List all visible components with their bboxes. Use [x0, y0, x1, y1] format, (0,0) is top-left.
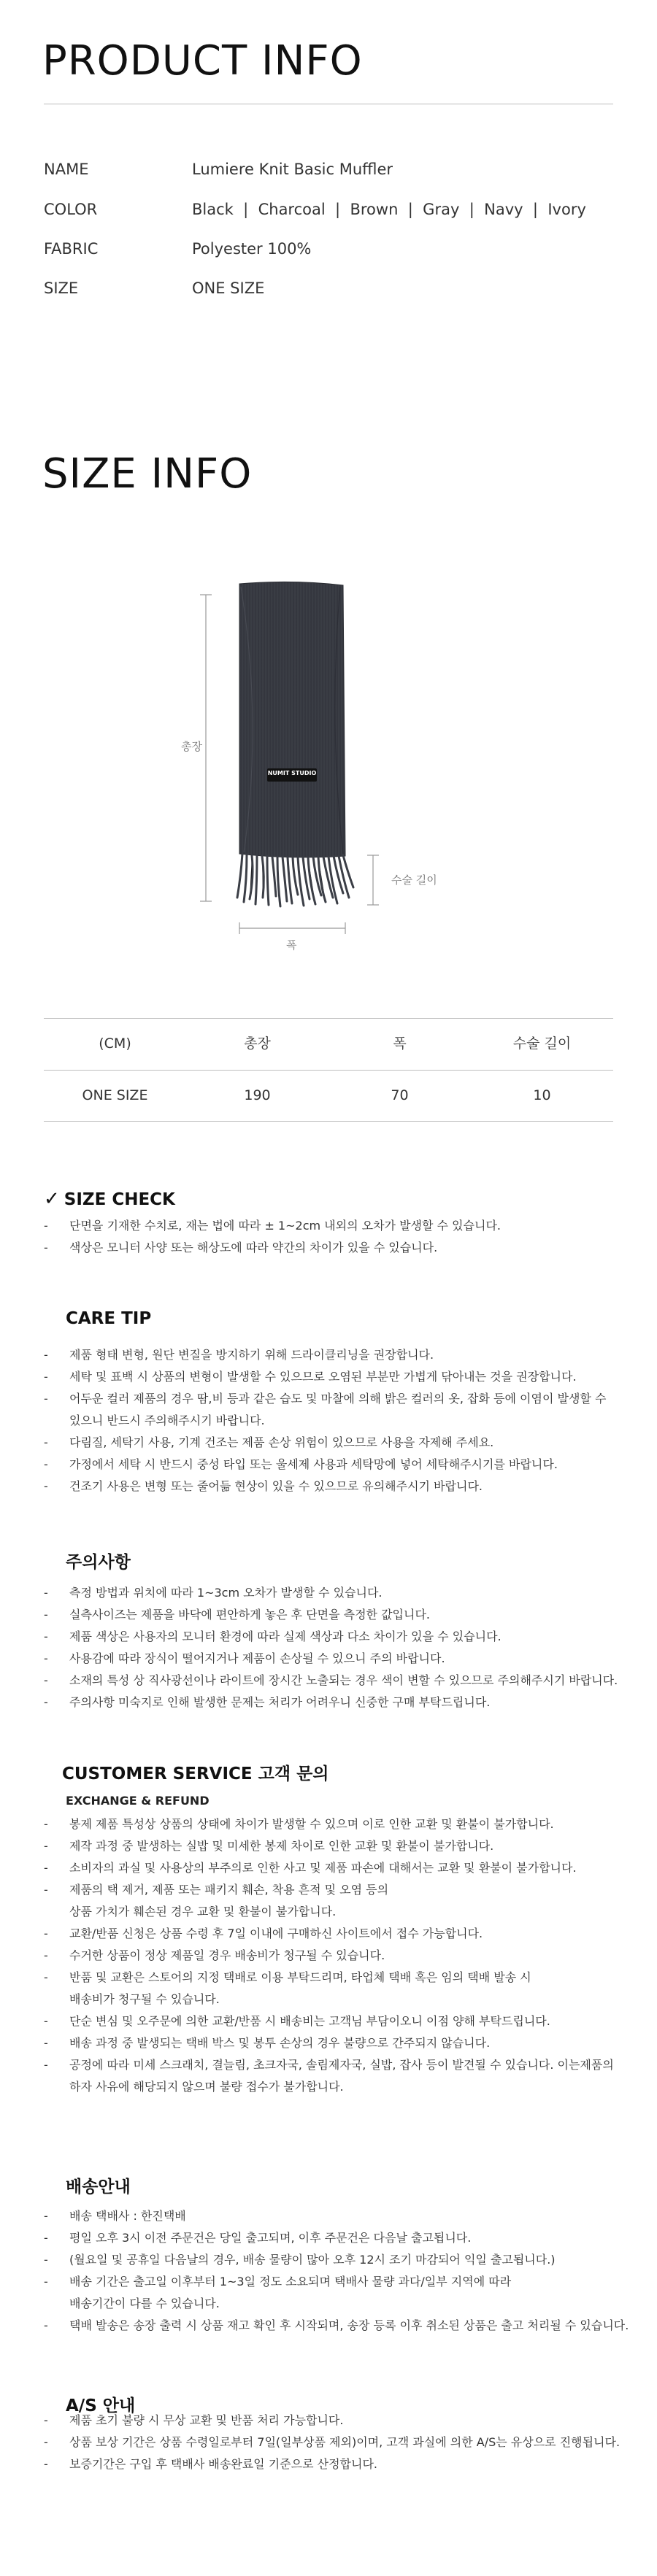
- table-header-row: [44, 1018, 613, 1069]
- info-key: SIZE: [44, 279, 79, 297]
- list-item: - 단순 변심 및 오주문에 의한 교환/반품 시 배송비는 고객님 부담이오니 이점 양해 부탁드립니다.: [44, 2014, 550, 2028]
- fringe: [237, 854, 353, 906]
- list-item: - 수거한 상품이 정상 제품일 경우 배송비가 청구될 수 있습니다.: [44, 1948, 385, 1962]
- info-key: NAME: [44, 161, 89, 178]
- table-header-cell: 폭: [393, 1036, 407, 1052]
- list-item: - 교환/반품 신청은 상품 수령 후 7일 이내에 구매하신 사이트에서 접수 가능합니다.: [44, 1927, 483, 1940]
- list-item: - 반품 및 교환은 스토어의 지정 택배로 이용 부탁드리며, 타업체 택배 혹은 임의 택배 발송 시: [44, 1970, 531, 1984]
- info-value: Lumiere Knit Basic Muffler: [192, 161, 393, 178]
- info-key: FABRIC: [44, 240, 99, 258]
- list-item: - 소비자의 과실 및 사용상의 부주의로 인한 사고 및 제품 파손에 대해서는 교환 및 환불이 불가합니다.: [44, 1861, 577, 1875]
- fringe-dimension: [367, 855, 379, 905]
- table-bottom-line: [44, 1121, 613, 1122]
- table-cell: 190: [244, 1087, 271, 1103]
- product-info-title: PRODUCT INFO: [42, 37, 363, 85]
- table-cell: ONE SIZE: [82, 1087, 148, 1103]
- shipping-list: [44, 2205, 629, 2337]
- size-check-heading: [44, 1188, 175, 1210]
- customer-service-list: [44, 1813, 614, 2098]
- list-item: - 봉제 제품 특성상 상품의 상태에 차이가 발생할 수 있으며 이로 인한 교환 및 환불이 불가합니다.: [44, 1817, 554, 1831]
- list-item: - 측정 방법과 위치에 따라 1~3cm 오차가 발생할 수 있습니다.: [44, 1586, 383, 1600]
- list-item-continued: 배송비가 청구될 수 있습니다.: [69, 1992, 220, 2006]
- info-value: ONE SIZE: [192, 279, 265, 297]
- list-item: - 제품 초기 불량 시 무상 교환 및 반품 처리 가능합니다.: [44, 2413, 344, 2427]
- muffler-diagram: [168, 576, 489, 963]
- table-header-cell: 수술 길이: [512, 1036, 572, 1052]
- list-item: - 평일 오후 3시 이전 주문건은 당일 출고되며, 이후 주문건은 다음날 출고됩니다.: [44, 2231, 472, 2245]
- table-header-cell: 총장: [244, 1036, 271, 1052]
- list-item: - 어두운 컬러 제품의 경우 땀,비 등과 같은 습도 및 마찰에 의해 밝은 컬러의 옷, 잡화 등에 이염이 발생할 수: [44, 1392, 607, 1405]
- list-item: - 배송 기간은 출고일 이후부터 1~3일 정도 소요되며 택배사 물량 과다/일부 지역에 따라: [44, 2275, 512, 2288]
- width-dimension: [239, 922, 345, 934]
- list-item: - 배송 과정 중 발생되는 택배 박스 및 봉투 손상의 경우 불량으로 간주되지 않습니다.: [44, 2036, 491, 2050]
- customer-service-title: CUSTOMER SERVICE 고객 문의: [62, 1765, 329, 1783]
- care-tip-list: [44, 1344, 606, 1497]
- list-item: - 제품의 택 제거, 제품 또는 패키지 훼손, 착용 흔적 및 오염 등의: [44, 1883, 389, 1897]
- size-info-title: SIZE INFO: [42, 450, 253, 498]
- as-title: A/S 안내: [66, 2396, 136, 2415]
- caution-title: 주의사항: [66, 1553, 131, 1572]
- size-check-list: [44, 1215, 501, 1259]
- table-header-cell: (CM): [99, 1036, 131, 1052]
- list-item: - 실측사이즈는 제품을 바닥에 편안하게 놓은 후 단면을 측정한 값입니다.: [44, 1608, 430, 1621]
- list-item: - 가정에서 세탁 시 반드시 중성 타입 또는 울세제 사용과 세탁망에 넣어 세탁해주시기를 바랍니다.: [44, 1457, 558, 1471]
- list-item: - 공정에 따라 미세 스크래치, 결늘림, 초크자국, 솔림제자국, 실밥, 잡사 등이 발견될 수 있습니다. 이는제품의: [44, 2058, 614, 2072]
- muffler-body: [239, 582, 345, 857]
- list-item: - 상품 보상 기간은 상품 수령일로부터 7일(일부상품 제외)이며, 고객 과실에 의한 A/S는 유상으로 진행됩니다.: [44, 2435, 620, 2449]
- list-item: - 다림질, 세탁기 사용, 기계 건조는 제품 손상 위험이 있으므로 사용을 자제해 주세요.: [44, 1435, 494, 1449]
- table-cell: 10: [533, 1087, 551, 1103]
- table-cell: 70: [391, 1087, 409, 1103]
- exchange-refund-subtitle: EXCHANGE & REFUND: [66, 1794, 210, 1808]
- list-item: - (월요일 및 공휴일 다음날의 경우, 배송 물량이 많아 오후 12시 조기 마감되어 익일 출고됩니다.): [44, 2253, 556, 2267]
- list-item: - 택배 발송은 송장 출력 시 상품 재고 확인 후 시작되며, 송장 등록 이후 취소된 상품은 출고 처리될 수 있습니다.: [44, 2318, 629, 2332]
- list-item-continued: 있으니 반드시 주의해주시기 바랍니다.: [69, 1414, 265, 1427]
- check-icon: ✓: [44, 1188, 60, 1210]
- list-item: - 세탁 및 표백 시 상품의 변형이 발생할 수 있으므로 오염된 부분만 가볍게 닦아내는 것을 권장합니다.: [44, 1370, 577, 1384]
- length-label: 총장: [181, 740, 202, 753]
- caution-list: [44, 1582, 618, 1713]
- info-value: Black | Charcoal | Brown | Gray | Navy | Ivory: [192, 201, 586, 218]
- width-label: 폭: [286, 938, 297, 952]
- list-item: - 색상은 모니터 사양 또는 해상도에 따라 약간의 차이가 있을 수 있습니다.: [44, 1241, 438, 1254]
- shipping-title: 배송안내: [66, 2178, 131, 2197]
- list-item: - 단면을 기재한 수치로, 재는 법에 따라 ± 1~2cm 내외의 오차가 발생할 수 있습니다.: [44, 1219, 501, 1233]
- list-item: - 배송 택배사 : 한진택배: [44, 2209, 186, 2223]
- as-list: [44, 2410, 620, 2475]
- fringe-length-label: 수술 길이: [391, 874, 437, 887]
- size-table: [44, 1018, 613, 1122]
- list-item: - 건조기 사용은 변형 또는 줄어듦 현상이 있을 수 있으므로 유의해주시기 바랍니다.: [44, 1479, 483, 1493]
- list-item: - 제품 형태 변형, 원단 변질을 방지하기 위해 드라이클리닝을 권장합니다.: [44, 1348, 434, 1362]
- list-item-continued: 상품 가치가 훼손된 경우 교환 및 환불이 불가합니다.: [69, 1905, 337, 1918]
- info-key: COLOR: [44, 201, 98, 218]
- table-row: [44, 1070, 613, 1121]
- list-item: - 소재의 특성 상 직사광선이나 라이트에 장시간 노출되는 경우 색이 변할 수 있으므로 주의해주시기 바랍니다.: [44, 1673, 618, 1687]
- muffler-illustration: [168, 576, 489, 963]
- care-tip-title: CARE TIP: [66, 1309, 152, 1328]
- list-item: - 보증기간은 구입 후 택배사 배송완료일 기준으로 산정합니다.: [44, 2457, 378, 2471]
- list-item-continued: 하자 사유에 해당되지 않으며 불량 접수가 불가합니다.: [69, 2080, 344, 2094]
- brand-label-text: NUMIT STUDIO: [267, 770, 317, 776]
- list-item: - 주의사항 미숙지로 인해 발생한 문제는 처리가 어려우니 신중한 구매 부탁드립니다.: [44, 1695, 491, 1709]
- size-check-title: SIZE CHECK: [64, 1190, 175, 1209]
- list-item: - 제품 색상은 사용자의 모니터 환경에 따라 실제 색상과 다소 차이가 있을 수 있습니다.: [44, 1630, 502, 1643]
- info-value: Polyester 100%: [192, 240, 312, 258]
- list-item: - 제작 과정 중 발생하는 실밥 및 미세한 봉제 차이로 인한 교환 및 환불이 불가합니다.: [44, 1839, 494, 1853]
- list-item-continued: 배송기간이 다를 수 있습니다.: [69, 2297, 220, 2310]
- list-item: - 사용감에 따라 장식이 떨어지거나 제품이 손상될 수 있으니 주의 바랍니다.: [44, 1651, 445, 1665]
